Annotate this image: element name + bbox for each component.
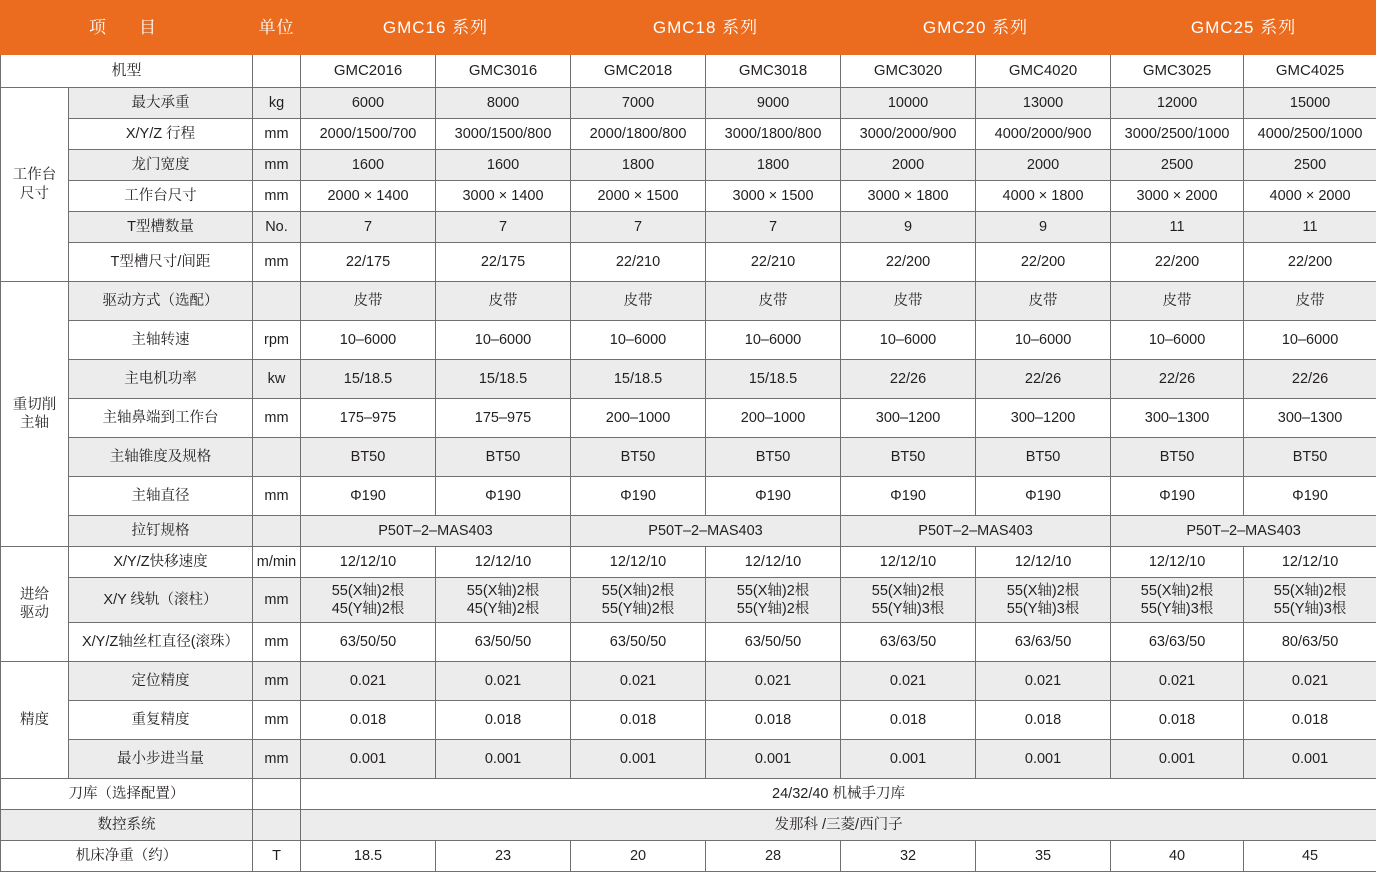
cell-value: 0.001 — [976, 740, 1111, 779]
cell-value: 10–6000 — [706, 321, 841, 360]
cell-value: 10000 — [841, 88, 976, 119]
cell-value: 0.021 — [706, 662, 841, 701]
cell-value: 2000 — [841, 150, 976, 181]
cell-value: 7 — [301, 212, 436, 243]
row-label: 拉钉规格 — [69, 516, 253, 547]
cell-value: 13000 — [976, 88, 1111, 119]
cell-value: 22/26 — [841, 360, 976, 399]
cell-line1: 55(X轴)2根 — [843, 582, 973, 600]
cell-value: 300–1300 — [1244, 399, 1376, 438]
model-row — [1, 55, 1376, 88]
cell-value: 63/63/50 — [976, 623, 1111, 662]
row-label: 最大承重 — [69, 88, 253, 119]
cell-value: 40 — [1111, 841, 1244, 872]
cell-value: BT50 — [301, 438, 436, 477]
cell-line1: 55(X轴)2根 — [438, 582, 568, 600]
cell-value — [436, 578, 571, 623]
model-value: GMC3025 — [1111, 55, 1244, 88]
cell-value: 35 — [976, 841, 1111, 872]
cell-value: 4000 × 2000 — [1244, 181, 1376, 212]
cell-line2: 55(Y轴)3根 — [978, 600, 1108, 618]
row-unit: T — [253, 841, 301, 872]
cell-value: 2000 × 1500 — [571, 181, 706, 212]
row-label: 主轴直径 — [69, 477, 253, 516]
cell-value: 9 — [976, 212, 1111, 243]
cell-value: P50T–2–MAS403 — [301, 516, 571, 547]
header-series-gmc20: GMC20 系列 — [841, 1, 1111, 55]
cell-value: 15/18.5 — [301, 360, 436, 399]
cell-value: 7 — [571, 212, 706, 243]
cell-value: 12/12/10 — [436, 547, 571, 578]
cell-value: 22/210 — [571, 243, 706, 282]
row-unit: mm — [253, 701, 301, 740]
cell-value: 11 — [1244, 212, 1376, 243]
cell-value: 0.018 — [1244, 701, 1376, 740]
cell-value: 10–6000 — [301, 321, 436, 360]
cell-value: P50T–2–MAS403 — [841, 516, 1111, 547]
cell-value: Φ190 — [301, 477, 436, 516]
cell-value: 皮带 — [841, 282, 976, 321]
row-label: 主电机功率 — [69, 360, 253, 399]
cell-value: 0.001 — [706, 740, 841, 779]
group-label-accuracy: 精度 — [1, 662, 69, 779]
cell-value: 32 — [841, 841, 976, 872]
cell-value: 皮带 — [1111, 282, 1244, 321]
row-label: X/Y/Z轴丝杠直径(滚珠） — [69, 623, 253, 662]
cell-value: 0.021 — [1244, 662, 1376, 701]
row-unit: mm — [253, 399, 301, 438]
cell-value: 10–6000 — [436, 321, 571, 360]
cell-value: 0.021 — [841, 662, 976, 701]
table-header-row — [1, 1, 1376, 55]
row-label: 工作台尺寸 — [69, 181, 253, 212]
cell-line1: 55(X轴)2根 — [573, 582, 703, 600]
cell-line1: 55(X轴)2根 — [1246, 582, 1374, 600]
cell-line2: 45(Y轴)2根 — [303, 600, 433, 618]
table-row — [1, 547, 1376, 578]
table-row — [1, 150, 1376, 181]
cell-value: 12/12/10 — [1244, 547, 1376, 578]
cell-value: 12/12/10 — [571, 547, 706, 578]
table-row — [1, 88, 1376, 119]
cell-value: 皮带 — [706, 282, 841, 321]
cell-value: 10–6000 — [841, 321, 976, 360]
row-unit — [253, 779, 301, 810]
model-value: GMC3020 — [841, 55, 976, 88]
row-label: 定位精度 — [69, 662, 253, 701]
cell-value: 18.5 — [301, 841, 436, 872]
row-unit: mm — [253, 623, 301, 662]
row-unit: mm — [253, 243, 301, 282]
cell-line2: 55(Y轴)2根 — [708, 600, 838, 618]
row-label: 主轴转速 — [69, 321, 253, 360]
cell-line2: 55(Y轴)3根 — [843, 600, 973, 618]
model-value: GMC2018 — [571, 55, 706, 88]
cell-value: 0.001 — [571, 740, 706, 779]
cell-value: 28 — [706, 841, 841, 872]
cell-value: 0.018 — [976, 701, 1111, 740]
table-row — [1, 662, 1376, 701]
cell-value: 15000 — [1244, 88, 1376, 119]
row-unit: mm — [253, 578, 301, 623]
table-row — [1, 212, 1376, 243]
cell-value: 1800 — [706, 150, 841, 181]
row-unit: kw — [253, 360, 301, 399]
cell-value: 0.021 — [976, 662, 1111, 701]
cell-value: 0.021 — [436, 662, 571, 701]
cell-value: Φ190 — [976, 477, 1111, 516]
cell-value: 63/50/50 — [706, 623, 841, 662]
cell-value: 0.018 — [301, 701, 436, 740]
cell-value: 300–1200 — [976, 399, 1111, 438]
cell-value: 3000 × 1400 — [436, 181, 571, 212]
table-row — [1, 360, 1376, 399]
cell-value: 4000 × 1800 — [976, 181, 1111, 212]
cell-line2: 55(Y轴)3根 — [1246, 600, 1374, 618]
cell-value: 12/12/10 — [976, 547, 1111, 578]
cell-value — [706, 578, 841, 623]
cell-value: 9000 — [706, 88, 841, 119]
cell-value: 0.018 — [1111, 701, 1244, 740]
cell-value: BT50 — [1244, 438, 1376, 477]
row-label: 机床净重（约） — [1, 841, 253, 872]
cell-value: 2000/1500/700 — [301, 119, 436, 150]
cell-value: 11 — [1111, 212, 1244, 243]
table-row-cnc-system — [1, 810, 1376, 841]
header-item: 项 目 — [1, 1, 253, 55]
row-unit: mm — [253, 150, 301, 181]
row-unit: kg — [253, 88, 301, 119]
cell-value: 10–6000 — [976, 321, 1111, 360]
cell-value: 3000 × 2000 — [1111, 181, 1244, 212]
table-row — [1, 282, 1376, 321]
cell-value: 0.001 — [1244, 740, 1376, 779]
cell-value: 8000 — [436, 88, 571, 119]
cell-value: 20 — [571, 841, 706, 872]
cell-value: 22/175 — [436, 243, 571, 282]
model-row-label: 机型 — [1, 55, 253, 88]
group-label-table-size — [1, 88, 69, 282]
cell-value: 2500 — [1111, 150, 1244, 181]
row-label: 驱动方式（选配） — [69, 282, 253, 321]
cell-value: 皮带 — [1244, 282, 1376, 321]
group-label-line1: 重切削 — [3, 396, 66, 414]
row-unit — [253, 438, 301, 477]
cell-value: 皮带 — [301, 282, 436, 321]
cell-value: Φ190 — [841, 477, 976, 516]
cell-value: BT50 — [571, 438, 706, 477]
cell-value: 22/200 — [1111, 243, 1244, 282]
cell-value: 12/12/10 — [301, 547, 436, 578]
cell-value: 10–6000 — [1111, 321, 1244, 360]
cell-value: 0.018 — [706, 701, 841, 740]
row-label: 刀库（选择配置） — [1, 779, 253, 810]
table-row — [1, 701, 1376, 740]
cell-value: BT50 — [1111, 438, 1244, 477]
row-label: 重复精度 — [69, 701, 253, 740]
cell-value: 0.018 — [436, 701, 571, 740]
table-row — [1, 119, 1376, 150]
row-unit: mm — [253, 740, 301, 779]
cell-value: 3000/1500/800 — [436, 119, 571, 150]
row-unit — [253, 516, 301, 547]
cell-value — [1111, 578, 1244, 623]
cell-line1: 55(X轴)2根 — [303, 582, 433, 600]
cell-value: 45 — [1244, 841, 1376, 872]
cell-line1: 55(X轴)2根 — [978, 582, 1108, 600]
cell-value: 0.021 — [1111, 662, 1244, 701]
model-value: GMC3018 — [706, 55, 841, 88]
cell-value: Φ190 — [706, 477, 841, 516]
cell-value: 0.001 — [841, 740, 976, 779]
cell-value: 22/200 — [976, 243, 1111, 282]
row-label: X/Y/Z快移速度 — [69, 547, 253, 578]
table-row-pull-stud — [1, 516, 1376, 547]
cell-value: 2500 — [1244, 150, 1376, 181]
cell-value: 1600 — [436, 150, 571, 181]
model-row-unit — [253, 55, 301, 88]
row-label: T型槽尺寸/间距 — [69, 243, 253, 282]
cell-value: 皮带 — [436, 282, 571, 321]
cell-value: 6000 — [301, 88, 436, 119]
cell-value: 15/18.5 — [571, 360, 706, 399]
row-unit: rpm — [253, 321, 301, 360]
cell-value: 4000/2500/1000 — [1244, 119, 1376, 150]
cell-value: 22/210 — [706, 243, 841, 282]
cell-value: 3000/1800/800 — [706, 119, 841, 150]
row-label: X/Y 线轨（滚柱） — [69, 578, 253, 623]
cell-line2: 55(Y轴)2根 — [573, 600, 703, 618]
header-series-gmc18: GMC18 系列 — [571, 1, 841, 55]
header-series-gmc16: GMC16 系列 — [301, 1, 571, 55]
cell-value: 2000 — [976, 150, 1111, 181]
cell-value: Φ190 — [571, 477, 706, 516]
table-row — [1, 243, 1376, 282]
cell-value: 0.001 — [1111, 740, 1244, 779]
cell-value: 24/32/40 机械手刀库 — [301, 779, 1376, 810]
cell-value: 63/63/50 — [841, 623, 976, 662]
cell-value: Φ190 — [436, 477, 571, 516]
cell-value: BT50 — [436, 438, 571, 477]
cell-value — [571, 578, 706, 623]
cell-value — [841, 578, 976, 623]
table-row-net-weight — [1, 841, 1376, 872]
cell-value: 9 — [841, 212, 976, 243]
group-label-line1: 工作台 — [3, 166, 66, 184]
row-label: X/Y/Z 行程 — [69, 119, 253, 150]
cell-line1: 55(X轴)2根 — [1113, 582, 1241, 600]
cell-value: 3000 × 1500 — [706, 181, 841, 212]
row-unit — [253, 282, 301, 321]
group-label-line1: 进给 — [3, 586, 66, 604]
cell-value: BT50 — [706, 438, 841, 477]
cell-value: 2000/1800/800 — [571, 119, 706, 150]
table-row-tool-magazine — [1, 779, 1376, 810]
cell-value: 22/175 — [301, 243, 436, 282]
cell-line2: 45(Y轴)2根 — [438, 600, 568, 618]
group-label-line2: 驱动 — [3, 604, 66, 622]
table-row — [1, 438, 1376, 477]
table-row — [1, 181, 1376, 212]
cell-value: 12/12/10 — [1111, 547, 1244, 578]
cell-value: 22/26 — [976, 360, 1111, 399]
row-label: 数控系统 — [1, 810, 253, 841]
row-unit: No. — [253, 212, 301, 243]
cell-value: 3000/2000/900 — [841, 119, 976, 150]
row-label: 主轴锥度及规格 — [69, 438, 253, 477]
row-label: 龙门宽度 — [69, 150, 253, 181]
cell-value: 0.001 — [436, 740, 571, 779]
header-unit: 单位 — [253, 1, 301, 55]
row-unit: mm — [253, 662, 301, 701]
row-label: T型槽数量 — [69, 212, 253, 243]
cell-line2: 55(Y轴)3根 — [1113, 600, 1241, 618]
group-label-heavy-cutting-spindle — [1, 282, 69, 547]
cell-value: 80/63/50 — [1244, 623, 1376, 662]
cell-value: 12000 — [1111, 88, 1244, 119]
cell-value: 10–6000 — [1244, 321, 1376, 360]
cell-value: 皮带 — [571, 282, 706, 321]
model-value: GMC4020 — [976, 55, 1111, 88]
table-row — [1, 477, 1376, 516]
cell-value: 63/63/50 — [1111, 623, 1244, 662]
cell-value: 175–975 — [301, 399, 436, 438]
table-row — [1, 321, 1376, 360]
cell-value: 7000 — [571, 88, 706, 119]
cell-value: 22/200 — [1244, 243, 1376, 282]
cell-value: 2000 × 1400 — [301, 181, 436, 212]
cell-value: 0.018 — [571, 701, 706, 740]
cell-value: 22/26 — [1244, 360, 1376, 399]
row-unit: mm — [253, 477, 301, 516]
row-unit: mm — [253, 119, 301, 150]
table-row — [1, 399, 1376, 438]
cell-value: 12/12/10 — [706, 547, 841, 578]
cell-value — [301, 578, 436, 623]
cell-value: 15/18.5 — [706, 360, 841, 399]
group-label-feed-drive — [1, 547, 69, 662]
cell-value: 63/50/50 — [436, 623, 571, 662]
cell-value: 15/18.5 — [436, 360, 571, 399]
row-label: 最小步进当量 — [69, 740, 253, 779]
row-unit: mm — [253, 181, 301, 212]
cell-value: 皮带 — [976, 282, 1111, 321]
table-row — [1, 740, 1376, 779]
table-row — [1, 623, 1376, 662]
cell-value: BT50 — [976, 438, 1111, 477]
cell-value: 1800 — [571, 150, 706, 181]
row-unit: m/min — [253, 547, 301, 578]
cell-value: Φ190 — [1111, 477, 1244, 516]
cell-value: 22/26 — [1111, 360, 1244, 399]
cell-value: 200–1000 — [706, 399, 841, 438]
cell-value: 300–1200 — [841, 399, 976, 438]
cell-value — [1244, 578, 1376, 623]
cell-value: 0.021 — [571, 662, 706, 701]
row-label: 主轴鼻端到工作台 — [69, 399, 253, 438]
header-series-gmc25: GMC25 系列 — [1111, 1, 1376, 55]
cell-value: P50T–2–MAS403 — [1111, 516, 1376, 547]
cell-value: P50T–2–MAS403 — [571, 516, 841, 547]
cell-value: 63/50/50 — [301, 623, 436, 662]
cell-value: 300–1300 — [1111, 399, 1244, 438]
cell-value — [976, 578, 1111, 623]
cell-value: BT50 — [841, 438, 976, 477]
cell-value: 23 — [436, 841, 571, 872]
cell-value: 0.001 — [301, 740, 436, 779]
cell-value: 7 — [436, 212, 571, 243]
cell-value: 1600 — [301, 150, 436, 181]
cell-value: 3000 × 1800 — [841, 181, 976, 212]
cell-value: 0.021 — [301, 662, 436, 701]
model-value: GMC3016 — [436, 55, 571, 88]
cell-value: Φ190 — [1244, 477, 1376, 516]
cell-value: 4000/2000/900 — [976, 119, 1111, 150]
group-label-line2: 尺寸 — [3, 185, 66, 203]
cell-value: 发那科 /三菱/西门子 — [301, 810, 1376, 841]
model-value: GMC2016 — [301, 55, 436, 88]
group-label-line2: 主轴 — [3, 414, 66, 432]
model-value: GMC4025 — [1244, 55, 1376, 88]
cell-value: 175–975 — [436, 399, 571, 438]
cell-value: 0.018 — [841, 701, 976, 740]
cell-value: 12/12/10 — [841, 547, 976, 578]
cell-value: 10–6000 — [571, 321, 706, 360]
table-row-linear-rail — [1, 578, 1376, 623]
cell-value: 63/50/50 — [571, 623, 706, 662]
cell-value: 200–1000 — [571, 399, 706, 438]
cell-value: 3000/2500/1000 — [1111, 119, 1244, 150]
cell-value: 7 — [706, 212, 841, 243]
cell-line1: 55(X轴)2根 — [708, 582, 838, 600]
cell-value: 22/200 — [841, 243, 976, 282]
row-unit — [253, 810, 301, 841]
